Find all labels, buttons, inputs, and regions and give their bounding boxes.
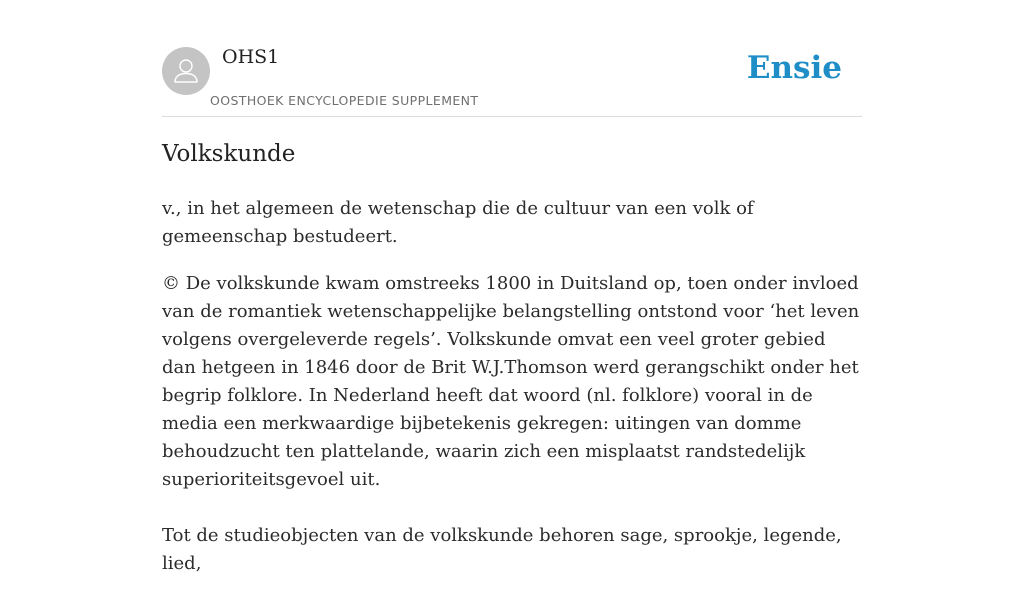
source-title[interactable]: OHS1: [222, 46, 280, 68]
user-silhouette-icon: [162, 47, 210, 95]
article: [162, 137, 862, 597]
source-subtitle: OOSTHOEK ENCYCLOPEDIE SUPPLEMENT: [210, 93, 479, 108]
entry-continuation: Tot de studieobjecten van de volkskunde behoren sage, sprookje, legende, lied,: [162, 525, 842, 574]
site-header: [162, 0, 862, 117]
source-avatar[interactable]: [162, 47, 210, 95]
brand-logo-link[interactable]: Ensie: [746, 50, 842, 86]
entry-definition: v., in het algemeen de wetenschap die de cultuur van een volk of gemeenschap bestudeert.: [162, 198, 754, 247]
entry-body: © De volkskunde kwam omstreeks 1800 in Duitsland op, toen onder invloed van de romantiek wetenschappelijke belangstelling ontstond voor ‘het leven volgens overgeleverde regels’. Volkskunde omvat een veel groter gebied dan hetgeen in 1846 door de Brit W.J.Thomson werd gerangschikt onder het begrip folklore. In Nederland heeft dat woord (nl. folklore) vooral in de media een merkwaardige bijbetekenis gekregen: uitingen van domme behoudzucht ten plattelande, waarin zich een misplaatst randstedelijk superioriteitsgevoel uit.: [162, 273, 860, 490]
entry-title: Volkskunde: [162, 141, 296, 167]
